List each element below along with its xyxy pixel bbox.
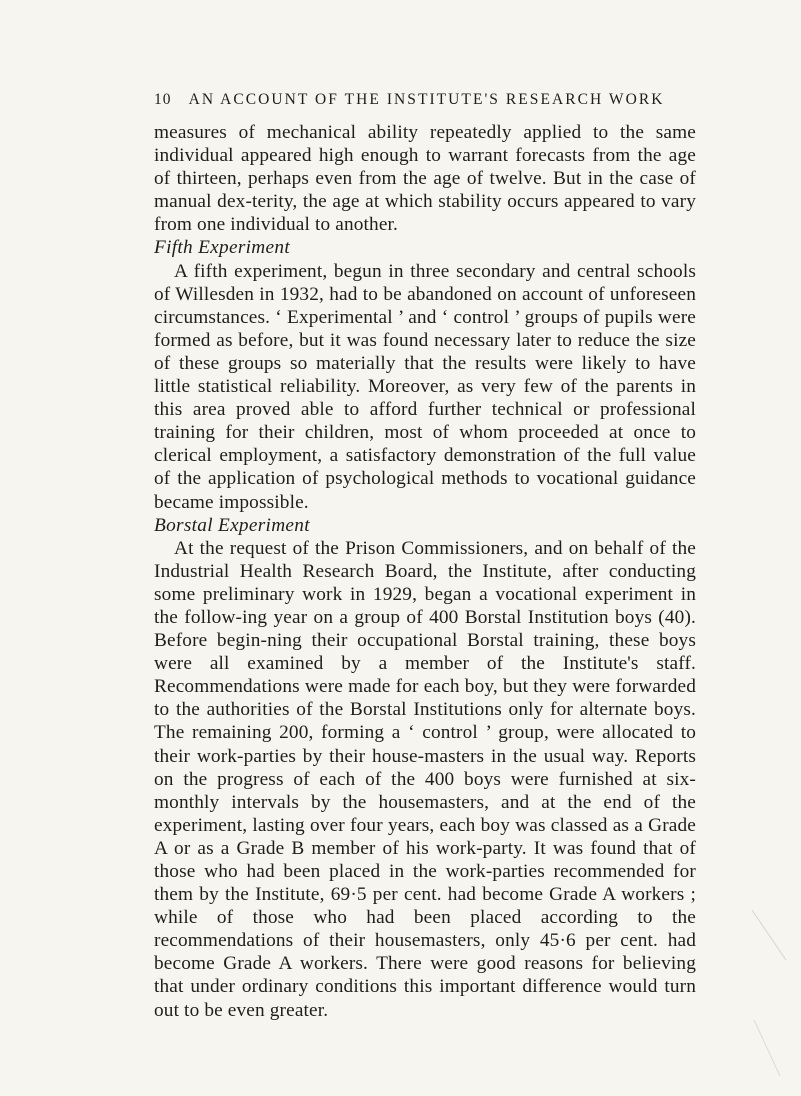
page-number: 10 — [154, 91, 172, 108]
fifth-experiment-paragraph: A fifth experiment, begun in three secondary and central schools of Willesden in 1932, had to be abandoned on account of unforeseen circumstances. ‘ Experimental ’ and ‘ control ’ groups of pupils were formed as before, but it was found necessary later to reduce the size of these groups so materially that the results were likely to have little statistical reliability. Moreover, as very few of the parents in this area proved able to afford further technical or professional training for their children, most of whom proceeded at once to clerical employment, a satisfactory demonstration of the full value of the application of psychological methods to vocational guidance became impossible. — [154, 260, 696, 513]
running-head — [154, 91, 694, 113]
borstal-experiment-heading: Borstal Experiment — [154, 514, 310, 536]
running-title: AN ACCOUNT OF THE INSTITUTE'S RESEARCH WORK — [188, 91, 665, 108]
body-text — [154, 121, 696, 1022]
borstal-experiment-paragraph: At the request of the Prison Commissioners, and on behalf of the Industrial Health Research Board, the Institute, after conducting some preliminary work in 1929, began a vocational experiment in the follow-ing year on a group of 400 Borstal Institution boys (40). Before begin-ning their occupational Borstal training, these boys were all examined by a member of the Institute's staff. Recommendations were made for each boy, but they were forwarded to the authorities of the Borstal Institutions only for alternate boys. The remaining 200, forming a ‘ control ’ group, were allocated to their work-parties by their house-masters in the usual way. Reports on the progress of each of the 400 boys were furnished at six-monthly intervals by the housemasters, and at the end of the experiment, lasting over four years, each boy was classed as a Grade A or as a Grade B member of his work-party. It was found that of those who had been placed in the work-parties recommended for them by the Institute, 69·5 per cent. had become Grade A workers ; while of those who had been placed according to the recommendations of their housemasters, only 45·6 per cent. had become Grade A workers. There were good reasons for believing that under ordinary conditions this important difference would turn out to be even greater. — [154, 537, 696, 1021]
fifth-experiment-heading: Fifth Experiment — [154, 237, 290, 259]
page-edge-mark — [750, 900, 790, 1080]
intro-paragraph: measures of mechanical ability repeatedly applied to the same individual appeared high enough to warrant forecasts from the age of thirteen, perhaps even from the age of twelve. But in the case of manual dex-terity, the age at which stability occurs appeared to vary from one individual to another. — [154, 122, 696, 236]
